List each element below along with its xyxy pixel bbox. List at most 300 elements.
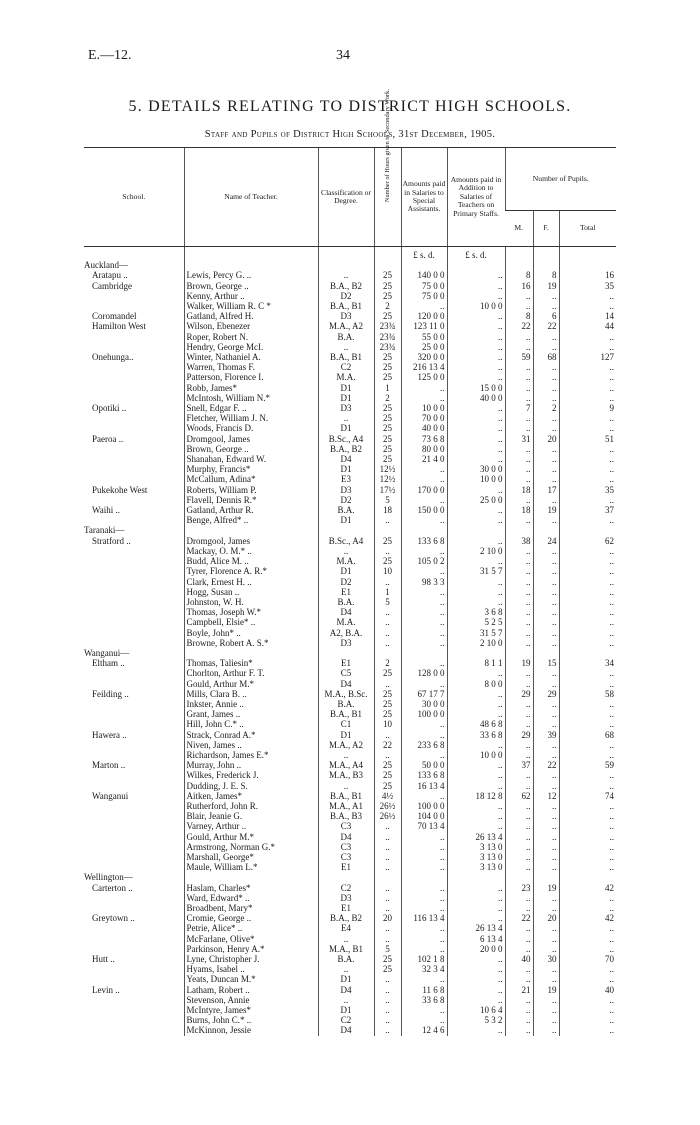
table-row: [84, 699, 616, 709]
addition-cell: 2 10 0: [447, 546, 505, 556]
hours-cell: 1: [374, 587, 401, 597]
addition-cell: 10 0 0: [447, 750, 505, 760]
total-count-cell: ..: [559, 1015, 616, 1025]
school-cell: [84, 679, 184, 689]
hours-cell: [374, 260, 401, 270]
female-count-cell: [533, 525, 559, 535]
female-count-cell: ..: [533, 995, 559, 1005]
classification-cell: B.A., B1: [318, 791, 374, 801]
table-row: [84, 270, 616, 280]
table-caption: Staff and Pupils of District High Schools, 31st December, 1905.: [204, 129, 496, 140]
female-count-cell: ..: [533, 781, 559, 791]
addition-cell: 3 6 8: [447, 607, 505, 617]
total-count-cell: ..: [559, 362, 616, 372]
teacher-cell: Johnston, W. H.: [184, 597, 318, 607]
amount-cell: 125 0 0: [401, 372, 447, 382]
teacher-cell: Strack, Conrad A.*: [184, 730, 318, 740]
male-count-cell: 8: [505, 270, 533, 280]
amount-cell: 216 13 4: [401, 362, 447, 372]
amount-cell: ..: [401, 495, 447, 505]
addition-cell: 18 12 8: [447, 791, 505, 801]
addition-cell: ..: [447, 811, 505, 821]
school-cell: [84, 362, 184, 372]
col-hours-label: Number of Hours given to Secondary Work.: [383, 89, 391, 203]
hours-cell: 20: [374, 913, 401, 923]
teacher-cell: Ward, Edward* ..: [184, 893, 318, 903]
male-count-cell: ..: [505, 995, 533, 1005]
female-count-cell: ..: [533, 832, 559, 842]
female-count-cell: ..: [533, 964, 559, 974]
currency-amounts: £ s. d.: [401, 247, 447, 261]
amount-cell: ..: [401, 617, 447, 627]
female-count-cell: ..: [533, 1005, 559, 1015]
total-count-cell: ..: [559, 974, 616, 984]
female-count-cell: 19: [533, 985, 559, 995]
total-count-cell: ..: [559, 852, 616, 862]
currency-row: [84, 247, 616, 261]
total-count-cell: ..: [559, 577, 616, 587]
teacher-cell: Browne, Robert A. S.*: [184, 638, 318, 648]
total-count-cell: 58: [559, 689, 616, 699]
female-count-cell: ..: [533, 301, 559, 311]
classification-cell: D1: [318, 1005, 374, 1015]
table-row: [84, 372, 616, 382]
amount-cell: 133 6 8: [401, 770, 447, 780]
amount-cell: ..: [401, 944, 447, 954]
addition-cell: ..: [447, 964, 505, 974]
hours-cell: ..: [374, 679, 401, 689]
addition-cell: ..: [447, 740, 505, 750]
school-cell: [84, 995, 184, 1005]
female-count-cell: ..: [533, 770, 559, 780]
male-count-cell: 19: [505, 658, 533, 668]
school-cell: [84, 342, 184, 352]
female-count-cell: 17: [533, 485, 559, 495]
school-cell: [84, 291, 184, 301]
school-cell: [84, 556, 184, 566]
total-count-cell: ..: [559, 393, 616, 403]
male-count-cell: 22: [505, 321, 533, 331]
addition-cell: ..: [447, 454, 505, 464]
hours-cell: ..: [374, 862, 401, 872]
page-title: 5. DETAILS RELATING TO DISTRICT HIGH SCHOOLS.: [128, 98, 572, 115]
total-count-cell: 35: [559, 281, 616, 291]
total-count-cell: ..: [559, 750, 616, 760]
classification-cell: D2: [318, 577, 374, 587]
school-cell: Waihi ..: [92, 505, 121, 516]
school-cell: Opotiki ..: [92, 403, 127, 414]
male-count-cell: ..: [505, 577, 533, 587]
total-count-cell: ..: [559, 566, 616, 576]
hours-cell: 25: [374, 668, 401, 678]
female-count-cell: ..: [533, 577, 559, 587]
table-row: [84, 658, 616, 668]
school-cell: [84, 842, 184, 852]
school-cell: [84, 464, 184, 474]
school-cell: Levin ..: [92, 984, 120, 995]
teacher-cell: Chorlton, Arthur F. T.: [184, 668, 318, 678]
classification-cell: C3: [318, 842, 374, 852]
teacher-cell: Wilson, Ebenezer: [184, 321, 318, 331]
classification-cell: E1: [318, 658, 374, 668]
male-count-cell: 18: [505, 505, 533, 515]
classification-cell: D1: [318, 730, 374, 740]
teacher-cell: Thomas, Taliesin*: [184, 658, 318, 668]
female-count-cell: 39: [533, 730, 559, 740]
total-count-cell: 59: [559, 760, 616, 770]
table-row: [84, 862, 616, 872]
hours-cell: 12½: [374, 464, 401, 474]
classification-cell: M.A., A4: [318, 760, 374, 770]
hours-cell: ..: [374, 617, 401, 627]
female-count-cell: 19: [533, 883, 559, 893]
teacher-cell: Budd, Alice M. ..: [184, 556, 318, 566]
table-row: [84, 485, 616, 495]
table-row: [84, 423, 616, 433]
addition-cell: 26 13 4: [447, 832, 505, 842]
amount-cell: 40 0 0: [401, 423, 447, 433]
total-count-cell: ..: [559, 1025, 616, 1035]
female-count-cell: ..: [533, 923, 559, 933]
teacher-cell: [184, 648, 318, 658]
male-count-cell: ..: [505, 750, 533, 760]
total-count-cell: 37: [559, 505, 616, 515]
teacher-cell: Broadbent, Mary*: [184, 903, 318, 913]
addition-cell: 26 13 4: [447, 923, 505, 933]
teacher-cell: Hill, John C.* ..: [184, 719, 318, 729]
classification-cell: E1: [318, 903, 374, 913]
addition-cell: 10 6 4: [447, 1005, 505, 1015]
male-count-cell: ..: [505, 903, 533, 913]
total-count-cell: 74: [559, 791, 616, 801]
classification-cell: [318, 648, 374, 658]
classification-cell: B.A., B2: [318, 281, 374, 291]
table-row: [84, 597, 616, 607]
female-count-cell: ..: [533, 750, 559, 760]
teacher-cell: [184, 260, 318, 270]
amount-cell: 70 0 0: [401, 413, 447, 423]
male-count-cell: 29: [505, 689, 533, 699]
table-row: [84, 821, 616, 831]
total-count-cell: [559, 260, 616, 270]
col-m: M.: [505, 211, 533, 247]
total-count-cell: 42: [559, 883, 616, 893]
female-count-cell: ..: [533, 944, 559, 954]
teacher-cell: Aitken, James*: [184, 791, 318, 801]
school-cell: Greytown ..: [92, 913, 135, 924]
total-count-cell: ..: [559, 842, 616, 852]
addition-cell: ..: [447, 985, 505, 995]
hours-cell: 2: [374, 301, 401, 311]
total-count-cell: ..: [559, 454, 616, 464]
amount-cell: ..: [401, 852, 447, 862]
teacher-cell: Maule, William L.*: [184, 862, 318, 872]
amount-cell: ..: [401, 934, 447, 944]
table-row: [84, 964, 616, 974]
addition-cell: ..: [447, 311, 505, 321]
amount-cell: 75 0 0: [401, 291, 447, 301]
teacher-cell: Clark, Ernest H. ..: [184, 577, 318, 587]
amount-cell: ..: [401, 719, 447, 729]
classification-cell: B.A.: [318, 505, 374, 515]
table-row: [84, 546, 616, 556]
teacher-cell: Lewis, Percy G. ..: [184, 270, 318, 280]
school-cell: [84, 811, 184, 821]
school-cell: [84, 944, 184, 954]
table-row: [84, 444, 616, 454]
hours-cell: ..: [374, 832, 401, 842]
total-count-cell: ..: [559, 464, 616, 474]
total-count-cell: [559, 525, 616, 535]
addition-cell: ..: [447, 291, 505, 301]
amount-cell: 25 0 0: [401, 342, 447, 352]
female-count-cell: 20: [533, 913, 559, 923]
amount-cell: [401, 260, 447, 270]
male-count-cell: ..: [505, 628, 533, 638]
table-row: [84, 985, 616, 995]
total-count-cell: ..: [559, 1005, 616, 1015]
amount-cell: ..: [401, 832, 447, 842]
school-cell: [84, 515, 184, 525]
school-cell: Taranaki—: [84, 525, 125, 536]
addition-cell: ..: [447, 1025, 505, 1035]
male-count-cell: ..: [505, 719, 533, 729]
total-count-cell: ..: [559, 607, 616, 617]
hours-cell: 5: [374, 944, 401, 954]
teacher-cell: Varney, Arthur ..: [184, 821, 318, 831]
col-hours: [374, 89, 401, 247]
addition-cell: ..: [447, 801, 505, 811]
hours-cell: ..: [374, 607, 401, 617]
teacher-cell: Boyle, John* ..: [184, 628, 318, 638]
school-cell: [84, 383, 184, 393]
hours-cell: 5: [374, 495, 401, 505]
amount-cell: 102 1 8: [401, 954, 447, 964]
table-row: [84, 383, 616, 393]
hours-cell: 25: [374, 434, 401, 444]
male-count-cell: 18: [505, 485, 533, 495]
teacher-cell: Fletcher, William J. N.: [184, 413, 318, 423]
school-cell: [84, 628, 184, 638]
hours-cell: 25: [374, 454, 401, 464]
table-body: [84, 247, 616, 1036]
teacher-cell: Haslam, Charles*: [184, 883, 318, 893]
male-count-cell: 31: [505, 434, 533, 444]
teacher-cell: Petrie, Alice* ..: [184, 923, 318, 933]
classification-cell: D3: [318, 485, 374, 495]
school-cell: [84, 923, 184, 933]
classification-cell: M.A., B.Sc.: [318, 689, 374, 699]
male-count-cell: ..: [505, 444, 533, 454]
total-count-cell: ..: [559, 995, 616, 1005]
total-count-cell: ..: [559, 964, 616, 974]
table-row: [84, 281, 616, 291]
amount-cell: ..: [401, 893, 447, 903]
female-count-cell: ..: [533, 1025, 559, 1035]
total-count-cell: ..: [559, 934, 616, 944]
female-count-cell: 24: [533, 536, 559, 546]
addition-cell: ..: [447, 597, 505, 607]
male-count-cell: 59: [505, 352, 533, 362]
male-count-cell: [505, 525, 533, 535]
amount-cell: ..: [401, 587, 447, 597]
addition-cell: 10 0 0: [447, 474, 505, 484]
table-row: [84, 413, 616, 423]
school-cell: Feilding ..: [92, 688, 129, 699]
male-count-cell: 38: [505, 536, 533, 546]
school-cell: Eltham ..: [92, 658, 125, 669]
amount-cell: 16 13 4: [401, 781, 447, 791]
hours-cell: 25: [374, 760, 401, 770]
female-count-cell: ..: [533, 372, 559, 382]
female-count-cell: ..: [533, 852, 559, 862]
amount-cell: ..: [401, 750, 447, 760]
school-cell: [84, 750, 184, 760]
school-cell: [84, 709, 184, 719]
hours-cell: 25: [374, 362, 401, 372]
male-count-cell: 23: [505, 883, 533, 893]
classification-cell: ..: [318, 270, 374, 280]
total-count-cell: ..: [559, 770, 616, 780]
hours-cell: 18: [374, 505, 401, 515]
male-count-cell: ..: [505, 291, 533, 301]
amount-cell: ..: [401, 383, 447, 393]
male-count-cell: ..: [505, 362, 533, 372]
amount-cell: 233 6 8: [401, 740, 447, 750]
classification-cell: D1: [318, 974, 374, 984]
school-cell: Carterton ..: [92, 882, 133, 893]
page-number: 34: [336, 48, 350, 63]
amount-cell: ..: [401, 1005, 447, 1015]
hours-cell: ..: [374, 821, 401, 831]
classification-cell: D3: [318, 311, 374, 321]
amount-cell: 55 0 0: [401, 332, 447, 342]
total-count-cell: ..: [559, 628, 616, 638]
amount-cell: ..: [401, 974, 447, 984]
teacher-cell: Yeats, Duncan M.*: [184, 974, 318, 984]
total-count-cell: ..: [559, 444, 616, 454]
addition-cell: ..: [447, 281, 505, 291]
female-count-cell: 8: [533, 270, 559, 280]
table-row: [84, 311, 616, 321]
table-row: [84, 332, 616, 342]
teacher-cell: McKinnon, Jessie: [184, 1025, 318, 1035]
female-count-cell: 20: [533, 434, 559, 444]
amount-cell: 123 11 0: [401, 321, 447, 331]
classification-cell: ..: [318, 413, 374, 423]
school-cell: [84, 495, 184, 505]
addition-cell: ..: [447, 556, 505, 566]
school-cell: [84, 974, 184, 984]
total-count-cell: ..: [559, 740, 616, 750]
table-row: [84, 903, 616, 913]
school-cell: [84, 332, 184, 342]
classification-cell: D3: [318, 403, 374, 413]
total-count-cell: 70: [559, 954, 616, 964]
classification-cell: M.A., A2: [318, 321, 374, 331]
female-count-cell: 22: [533, 760, 559, 770]
total-count-cell: ..: [559, 617, 616, 627]
female-count-cell: ..: [533, 566, 559, 576]
teacher-cell: Cromie, George ..: [184, 913, 318, 923]
addition-cell: 8 0 0: [447, 679, 505, 689]
school-cell: Cambridge: [92, 280, 132, 291]
female-count-cell: ..: [533, 842, 559, 852]
classification-cell: ..: [318, 995, 374, 1005]
table-row: [84, 709, 616, 719]
hours-cell: 17½: [374, 485, 401, 495]
total-count-cell: ..: [559, 709, 616, 719]
addition-cell: [447, 260, 505, 270]
hours-cell: [374, 872, 401, 882]
amount-cell: 105 0 2: [401, 556, 447, 566]
addition-cell: ..: [447, 342, 505, 352]
table-row: [84, 393, 616, 403]
total-count-cell: ..: [559, 587, 616, 597]
classification-cell: B.A.: [318, 699, 374, 709]
total-count-cell: 127: [559, 352, 616, 362]
teacher-cell: Brown, George ..: [184, 444, 318, 454]
region-row: [84, 260, 616, 270]
school-cell: Pukekohe West: [92, 484, 148, 495]
table-row: [84, 1025, 616, 1035]
classification-cell: C1: [318, 719, 374, 729]
amount-cell: 21 4 0: [401, 454, 447, 464]
school-cell: [84, 719, 184, 729]
total-count-cell: ..: [559, 781, 616, 791]
hours-cell: [374, 525, 401, 535]
teacher-cell: Inkster, Annie ..: [184, 699, 318, 709]
hours-cell: 25: [374, 709, 401, 719]
table-row: [84, 587, 616, 597]
table-row: [84, 852, 616, 862]
table-row: [84, 556, 616, 566]
total-count-cell: 14: [559, 311, 616, 321]
teacher-cell: Walker, William R. C *: [184, 301, 318, 311]
teacher-cell: McFarlane, Olive*: [184, 934, 318, 944]
amount-cell: ..: [401, 658, 447, 668]
school-cell: [84, 597, 184, 607]
male-count-cell: ..: [505, 699, 533, 709]
table-row: [84, 974, 616, 984]
classification-cell: C5: [318, 668, 374, 678]
amount-cell: ..: [401, 679, 447, 689]
female-count-cell: 6: [533, 311, 559, 321]
addition-cell: 25 0 0: [447, 495, 505, 505]
school-cell: Paeroa ..: [92, 433, 124, 444]
addition-cell: ..: [447, 372, 505, 382]
teacher-cell: Dromgool, James: [184, 434, 318, 444]
addition-cell: ..: [447, 883, 505, 893]
classification-cell: D4: [318, 454, 374, 464]
addition-cell: ..: [447, 434, 505, 444]
addition-cell: ..: [447, 413, 505, 423]
addition-cell: [447, 525, 505, 535]
female-count-cell: 19: [533, 505, 559, 515]
female-count-cell: 2: [533, 403, 559, 413]
classification-cell: [318, 525, 374, 535]
classification-cell: D1: [318, 383, 374, 393]
addition-cell: ..: [447, 505, 505, 515]
classification-cell: C3: [318, 821, 374, 831]
amount-cell: ..: [401, 464, 447, 474]
female-count-cell: ..: [533, 495, 559, 505]
total-count-cell: ..: [559, 372, 616, 382]
teacher-cell: Gould, Arthur M.*: [184, 679, 318, 689]
amount-cell: ..: [401, 862, 447, 872]
addition-cell: ..: [447, 444, 505, 454]
female-count-cell: ..: [533, 628, 559, 638]
